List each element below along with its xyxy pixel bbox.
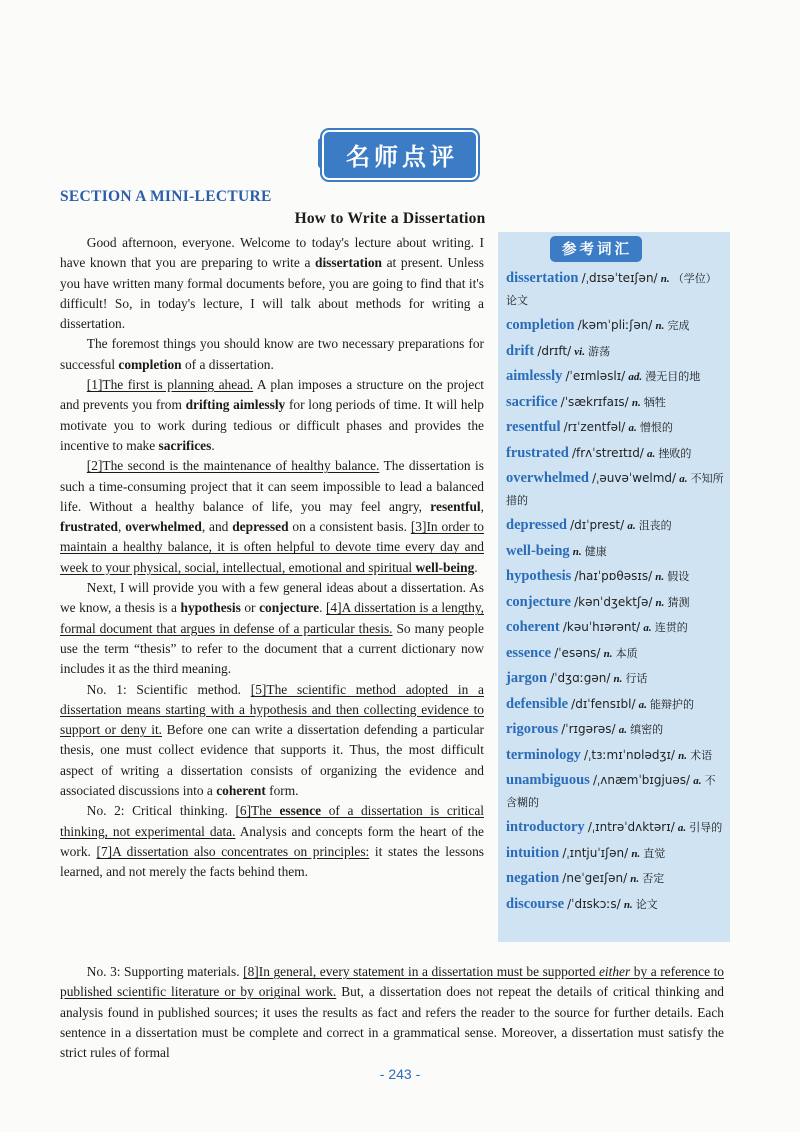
vocab-part-of-speech: a.	[643, 622, 652, 634]
vocab-meaning: 缜密的	[630, 723, 664, 736]
vocab-entry	[506, 770, 724, 813]
vocab-part-of-speech: a.	[679, 473, 688, 485]
vocab-entry	[506, 592, 724, 614]
vocab-word: sacrifice	[506, 393, 558, 410]
section-title: SECTION A MINI-LECTURE	[60, 188, 272, 205]
vocab-word: jargon	[506, 670, 548, 686]
vocab-phonetic: /neˈgeɪʃən/	[562, 871, 628, 885]
vocabulary-header: 参考词汇	[550, 236, 642, 262]
vocab-word: intuition	[506, 844, 560, 861]
vocab-part-of-speech: n.	[572, 545, 582, 558]
vocab-meaning: 挫败的	[658, 446, 692, 460]
vocab-meaning: 引导的	[689, 821, 723, 834]
vocab-entry	[506, 817, 724, 839]
vocab-part-of-speech: a.	[618, 724, 627, 736]
vocab-entry	[506, 417, 724, 439]
vocab-part-of-speech: n.	[660, 273, 670, 285]
vocab-entry	[506, 894, 724, 916]
vocab-word: terminology	[506, 746, 581, 763]
vocab-part-of-speech: n.	[631, 847, 641, 860]
vocab-phonetic: /ˈeɪmləslɪ/	[565, 369, 626, 383]
vocab-phonetic: /rɪˈzentfəl/	[563, 420, 626, 434]
vocab-word: hypothesis	[506, 568, 572, 584]
vocab-entry	[506, 392, 724, 414]
vocab-word: rigorous	[506, 721, 559, 737]
vocab-entry	[506, 515, 724, 537]
vocab-meaning: 论文	[635, 897, 658, 911]
vocab-part-of-speech: vi.	[574, 345, 585, 358]
paragraph-8: No. 3: Supporting materials. [8]In general, every statement in a dissertation must be supported either by a reference to published scientific literature or by original work. But, a dissertation does not repeat the details of critical thinking and analysis found in published sources; it uses the results as fact and refers the reader to the source for further details. Each sentence in a dissertation must be complete and correct in a grammatical sense. Moreover, a dissertation must satisfy the strict rules of formal	[60, 964, 724, 1061]
article-title: How to Write a Dissertation	[294, 210, 486, 227]
vocab-word: dissertation	[506, 270, 579, 286]
paragraph-4: [2]The second is the maintenance of healthy balance. The dissertation is such a time-consuming project that it can seem impossible to lead a balanced life. Without a healthy balance of life, you may feel angry, resentful, frustrated, overwhelmed, and depressed on a consistent basis. [3]In order to maintain a healthy balance, it is often helpful to devote time every day and week to your physical, social, intellectual, emotional and spiritual well-being.	[60, 458, 484, 575]
vocab-phonetic: /kənˈdʒektʃə/	[574, 594, 653, 609]
vocab-entry	[506, 341, 724, 363]
vocab-entry	[506, 643, 724, 665]
vocab-entry	[506, 541, 724, 563]
vocab-word: introductory	[506, 819, 585, 835]
vocab-meaning: 术语	[690, 748, 713, 762]
vocab-part-of-speech: a.	[693, 775, 702, 787]
banner-container	[0, 130, 800, 180]
vocab-word: depressed	[506, 517, 567, 533]
vocab-word: coherent	[506, 619, 560, 635]
vocab-part-of-speech: n.	[631, 396, 641, 409]
vocab-word: drift	[506, 342, 535, 359]
vocab-entry	[506, 868, 724, 890]
vocab-phonetic: /ˌɪntjuˈɪʃən/	[562, 845, 629, 860]
vocabulary-list	[506, 268, 724, 919]
vocab-phonetic: /ˈrɪgərəs/	[561, 722, 616, 736]
vocab-meaning: 猜测	[667, 595, 690, 609]
vocab-meaning: 否定	[642, 872, 665, 885]
paragraph-5: Next, I will provide you with a few general ideas about a dissertation. As we know, a thesis is a hypothesis or conjecture. [4]A dissertation is a lengthy, formal document that argues in defense of a particular thesis. So many people use the term “thesis” to refer to the document that a current dictionary now includes it as the third meaning.	[60, 580, 484, 677]
vocab-entry	[506, 366, 724, 388]
vocab-phonetic: /ˌəuvəˈwelmd/	[592, 471, 677, 485]
vocab-phonetic: /kəmˈpliːʃən/	[577, 318, 653, 332]
bottom-text	[60, 962, 724, 1063]
vocab-phonetic: /ˌdɪsəˈteɪʃən/	[581, 271, 658, 285]
vocab-phonetic: /kəuˈhɪərənt/	[562, 620, 641, 634]
vocab-phonetic: /frʌˈstreɪtɪd/	[571, 445, 644, 460]
vocab-part-of-speech: a.	[628, 422, 637, 434]
vocab-meaning: （学位）论文	[506, 272, 717, 307]
paragraph-3: [1]The first is planning ahead. A plan imposes a structure on the project and prevents you from drifting aimlessly for long periods of time. It will help motivate you to work during tedious or difficult phases and provides the incentive to make sacrifices.	[60, 377, 484, 453]
vocab-meaning: 不知所措的	[506, 472, 724, 507]
vocab-phonetic: /ˈesəns/	[554, 645, 601, 660]
vocab-phonetic: /haɪˈpɒθəsɪs/	[574, 569, 653, 583]
paragraph-6: No. 1: Scientific method. [5]The scientific method adopted in a dissertation means starting with a hypothesis and then collecting evidence to support or deny it. Before one can write a dissertation defending a particular thesis, one must collect evidence that supports it. Thus, the most difficult aspect of writing a dissertation consists of organizing the evidence and associated discussions into a coherent form.	[60, 681, 484, 799]
vocab-word: conjecture	[506, 593, 571, 610]
vocab-part-of-speech: n.	[655, 320, 665, 332]
vocab-meaning: 连贯的	[654, 621, 688, 634]
vocab-phonetic: /drɪft/	[537, 343, 572, 358]
vocab-word: resentful	[506, 419, 561, 435]
vocab-part-of-speech: n.	[613, 673, 623, 685]
vocab-phonetic: /ˌtɜːmɪˈnɒlədʒɪ/	[584, 747, 675, 762]
vocab-phonetic: /ˈdʒɑːgən/	[550, 671, 611, 685]
vocab-entry	[506, 566, 724, 588]
vocab-part-of-speech: a.	[627, 520, 636, 532]
vocab-meaning: 憎恨的	[639, 421, 673, 434]
vocab-entry	[506, 268, 724, 311]
vocab-part-of-speech: a.	[677, 822, 687, 834]
vocab-word: discourse	[506, 895, 564, 912]
vocab-entry	[506, 719, 724, 741]
vocab-meaning: 不含糊的	[506, 774, 716, 809]
paragraph-1: Good afternoon, everyone. Welcome to today's lecture about writing. I have known that you are preparing to write a dissertation at present. Unless you have written many formal documents before, you are going to find that it's difficult! So, in today's lecture, I will talk about methods for writing a dissertation.	[60, 235, 484, 332]
vocab-entry	[506, 443, 724, 465]
vocab-word: frustrated	[506, 444, 569, 461]
vocab-part-of-speech: a.	[646, 447, 656, 460]
vocab-word: defensible	[506, 695, 569, 712]
vocab-word: essence	[506, 644, 552, 661]
vocab-phonetic: /ˈdɪskɔːs/	[567, 896, 621, 911]
vocab-meaning: 漫无目的地	[645, 370, 701, 383]
vocab-word: completion	[506, 317, 575, 333]
vocab-meaning: 能辩护的	[650, 697, 694, 711]
vocab-part-of-speech: n.	[678, 749, 687, 762]
paragraph-2: The foremost things you should know are two necessary preparations for successful completion of a dissertation.	[60, 336, 484, 372]
vocab-word: aimlessly	[506, 368, 563, 384]
vocab-part-of-speech: a.	[638, 698, 647, 711]
vocab-part-of-speech: n.	[630, 873, 640, 885]
vocab-entry	[506, 315, 724, 337]
paragraph-7: No. 2: Critical thinking. [6]The essence of a dissertation is critical thinking, not experimental data. Analysis and concepts form the heart of the work. [7]A dissertation also concentrates on principles: it states the lessons learned, and not merely the facts behind them.	[60, 803, 485, 880]
vocab-entry	[506, 694, 724, 716]
vocab-word: unambiguous	[506, 772, 590, 788]
vocab-meaning: 本质	[615, 646, 638, 660]
vocab-part-of-speech: ad.	[628, 371, 643, 383]
vocab-word: overwhelmed	[506, 470, 589, 486]
vocab-part-of-speech: n.	[603, 647, 613, 660]
vocab-entry	[506, 668, 724, 690]
vocab-phonetic: /ˌɪntrəˈdʌktərɪ/	[587, 820, 675, 834]
vocab-meaning: 完成	[667, 319, 690, 332]
vocab-meaning: 游荡	[588, 344, 611, 358]
vocabulary-sidebar	[498, 232, 730, 942]
vocab-phonetic: /dɪˈfensɪbl/	[571, 696, 636, 711]
vocab-phonetic: /dɪˈprest/	[570, 518, 625, 532]
main-text-column	[60, 233, 484, 883]
vocab-meaning: 行话	[625, 672, 648, 685]
vocab-part-of-speech: n.	[655, 571, 665, 583]
vocab-meaning: 假设	[667, 570, 690, 583]
vocab-entry	[506, 843, 724, 865]
vocab-part-of-speech: n.	[655, 596, 665, 609]
banner-title: 名师点评	[322, 130, 478, 180]
vocab-meaning: 沮丧的	[638, 519, 672, 532]
vocab-meaning: 牺牲	[643, 395, 666, 409]
vocab-entry	[506, 617, 724, 639]
vocab-meaning: 直觉	[643, 846, 666, 860]
vocab-meaning: 健康	[584, 544, 607, 558]
vocab-entry	[506, 745, 724, 767]
vocab-word: negation	[506, 870, 560, 886]
vocab-entry	[506, 468, 724, 511]
page-number: - 243 -	[379, 1066, 421, 1082]
vocab-phonetic: /ˌʌnæmˈbɪgjuəs/	[592, 773, 691, 787]
vocab-word: well-being	[506, 542, 570, 559]
vocab-part-of-speech: n.	[623, 898, 633, 911]
vocab-phonetic: /ˈsækrɪfaɪs/	[560, 394, 629, 409]
